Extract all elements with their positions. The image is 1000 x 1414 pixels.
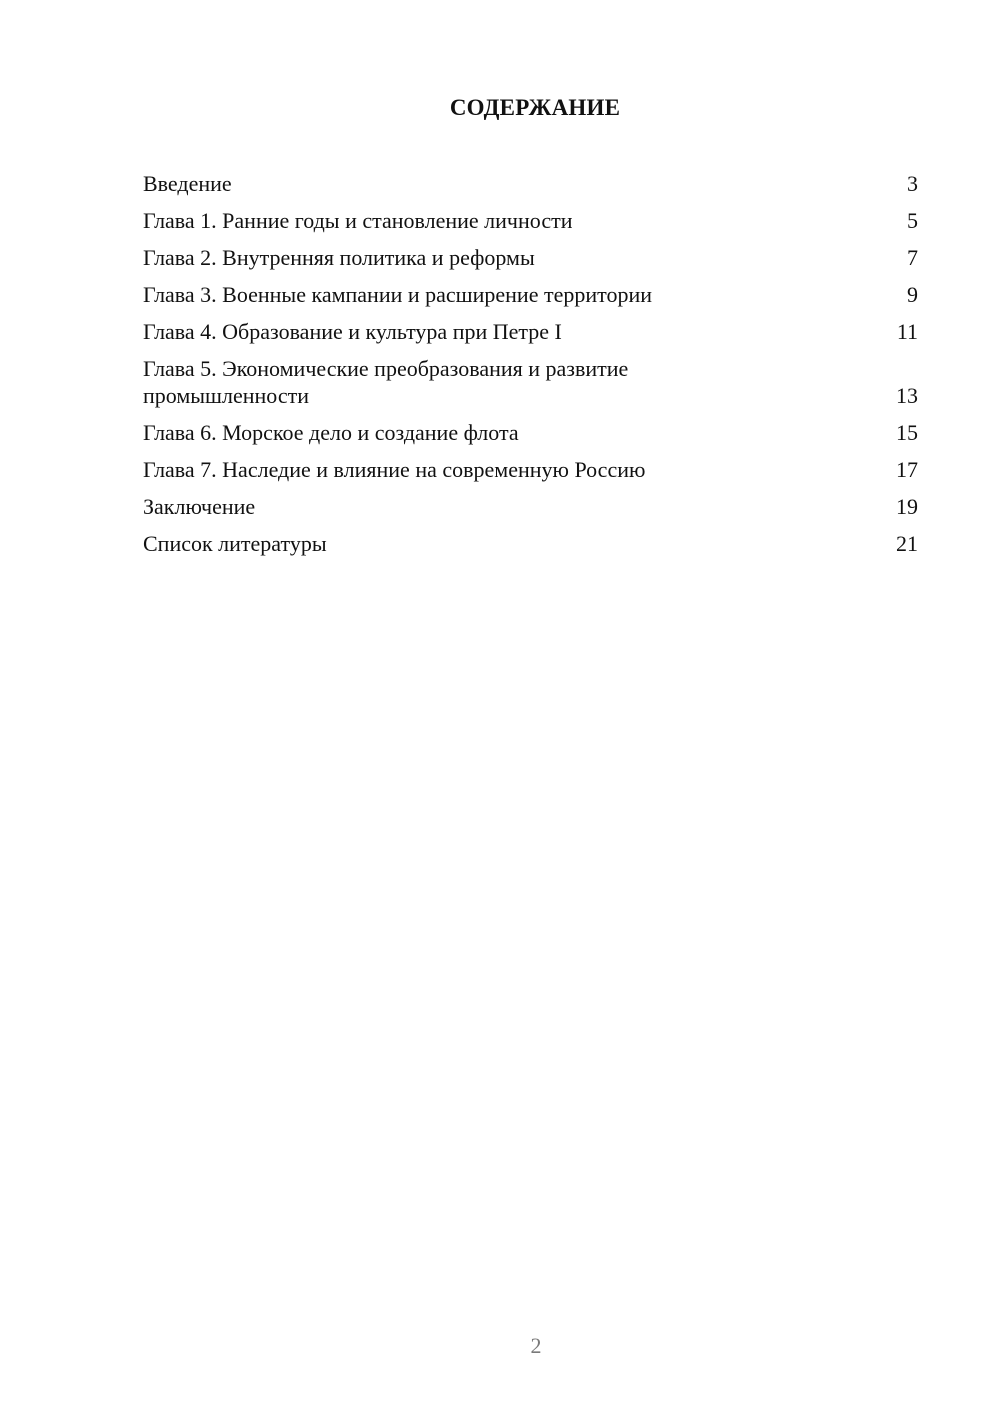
toc-entry-chapter-4[interactable] — [143, 318, 918, 345]
toc-entry-label-line: промышленности — [143, 383, 309, 408]
page-title: СОДЕРЖАНИЕ — [449, 95, 621, 120]
toc-entry-conclusion[interactable] — [143, 493, 918, 520]
toc-entry-page: 17 — [896, 457, 918, 482]
toc-entry-label: Список литературы — [143, 531, 327, 556]
toc-entry-chapter-5[interactable] — [143, 355, 918, 409]
toc-entry-page: 19 — [896, 494, 918, 519]
toc-entry-page: 11 — [896, 319, 918, 344]
toc-entry-page: 3 — [907, 171, 918, 196]
toc-entry-page: 21 — [896, 531, 918, 556]
toc-entry-introduction[interactable] — [143, 170, 918, 197]
toc-entry-page: 9 — [907, 282, 918, 307]
toc-entry-bibliography[interactable] — [143, 530, 918, 557]
toc-entry-page: 15 — [896, 420, 918, 445]
toc-entry-label: Глава 4. Образование и культура при Петре I — [143, 319, 562, 344]
toc-entry-page: 13 — [896, 383, 918, 408]
toc-entry-chapter-1[interactable] — [143, 207, 918, 234]
toc-entry-chapter-3[interactable] — [143, 281, 918, 308]
table-of-contents — [143, 170, 918, 567]
toc-entry-page: 7 — [907, 245, 918, 270]
toc-entry-label: Введение — [143, 171, 232, 196]
toc-entry-label-line: Глава 5. Экономические преобразования и развитие — [143, 356, 629, 381]
toc-entry-page: 5 — [907, 208, 918, 233]
toc-entry-label: Глава 2. Внутренняя политика и реформы — [143, 245, 535, 270]
toc-entry-label: Глава 3. Военные кампании и расширение территории — [143, 282, 652, 307]
toc-entry-label: Глава 7. Наследие и влияние на современную Россию — [143, 457, 646, 482]
toc-entry-label: Глава 1. Ранние годы и становление личности — [143, 208, 573, 233]
toc-entry-chapter-7[interactable] — [143, 456, 918, 483]
toc-entry-chapter-6[interactable] — [143, 419, 918, 446]
toc-entry-label: Глава 6. Морское дело и создание флота — [143, 420, 519, 445]
toc-entry-label: Заключение — [143, 494, 256, 519]
toc-entry-chapter-2[interactable] — [143, 244, 918, 271]
toc-entry-label — [143, 355, 896, 409]
page-number: 2 — [530, 1333, 542, 1358]
